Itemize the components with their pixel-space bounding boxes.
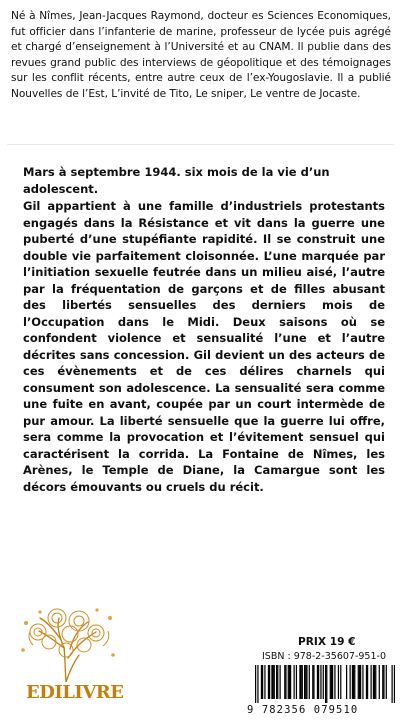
publisher-logo	[12, 600, 124, 710]
tree-logo-icon	[12, 600, 120, 682]
barcode-number: 9 782356 079510	[247, 704, 359, 716]
barcode-bars	[255, 665, 395, 705]
summary-body: Gil appartient à une famille d’industriels protestants engagés dans la Résistance et vit dans la guerre une puberté d’une stupéfiante rapidité. Il se construit une double vie parfaitement cloisonnée. L’une marquée par l’initiation sexuelle feutrée dans un milieu aisé, l’autre par la fréquentation de garçons et de filles abusant des libertés sensuelles des derniers mois de l’Occupation dans le Midi. Deux saisons où se confondent violence et sensualité l’une et l’autre décrites sans concession. Gil devient un des acteurs de ces évènements et de ces délires charnels qui consument son adolescence. La sensualité sera comme une fuite en avant, coupée par un court intermède de pur amour. La liberté sensuelle que la guerre lui offre, sera comme la provocation et l’évitement sensuel qui caractérisent la corrida. La Fontaine de Nîmes, les Arènes, le Temple de Diane, la Camargue sont les décors émouvants ou cruels du récit.	[23, 199, 385, 494]
summary-heading: Mars à septembre 1944. six mois de la vie d’un adolescent.	[23, 165, 330, 196]
author-biography: Né à Nîmes, Jean-Jacques Raymond, docteur es Sciences Economiques, fut officier dans l’infanterie de marine, professeur de lycée puis agrégé et chargé d’enseignement à l’Université et au CNAM. Il publie dans des revues grand public des interviews de géopolitique et des témoignages sur les conflit récents, entre autre ceux de l’ex-Yougoslavie. Il a publié Nouvelles de l’Est, L’invité de Tito, Le sniper, Le ventre de Jocaste.	[11, 10, 391, 100]
isbn-label: ISBN : 978-2-35607-951-0	[262, 651, 386, 662]
barcode	[247, 665, 398, 717]
publisher-logo-text: EDILIVRE	[26, 682, 124, 703]
price-label: PRIX 19 €	[298, 636, 356, 648]
